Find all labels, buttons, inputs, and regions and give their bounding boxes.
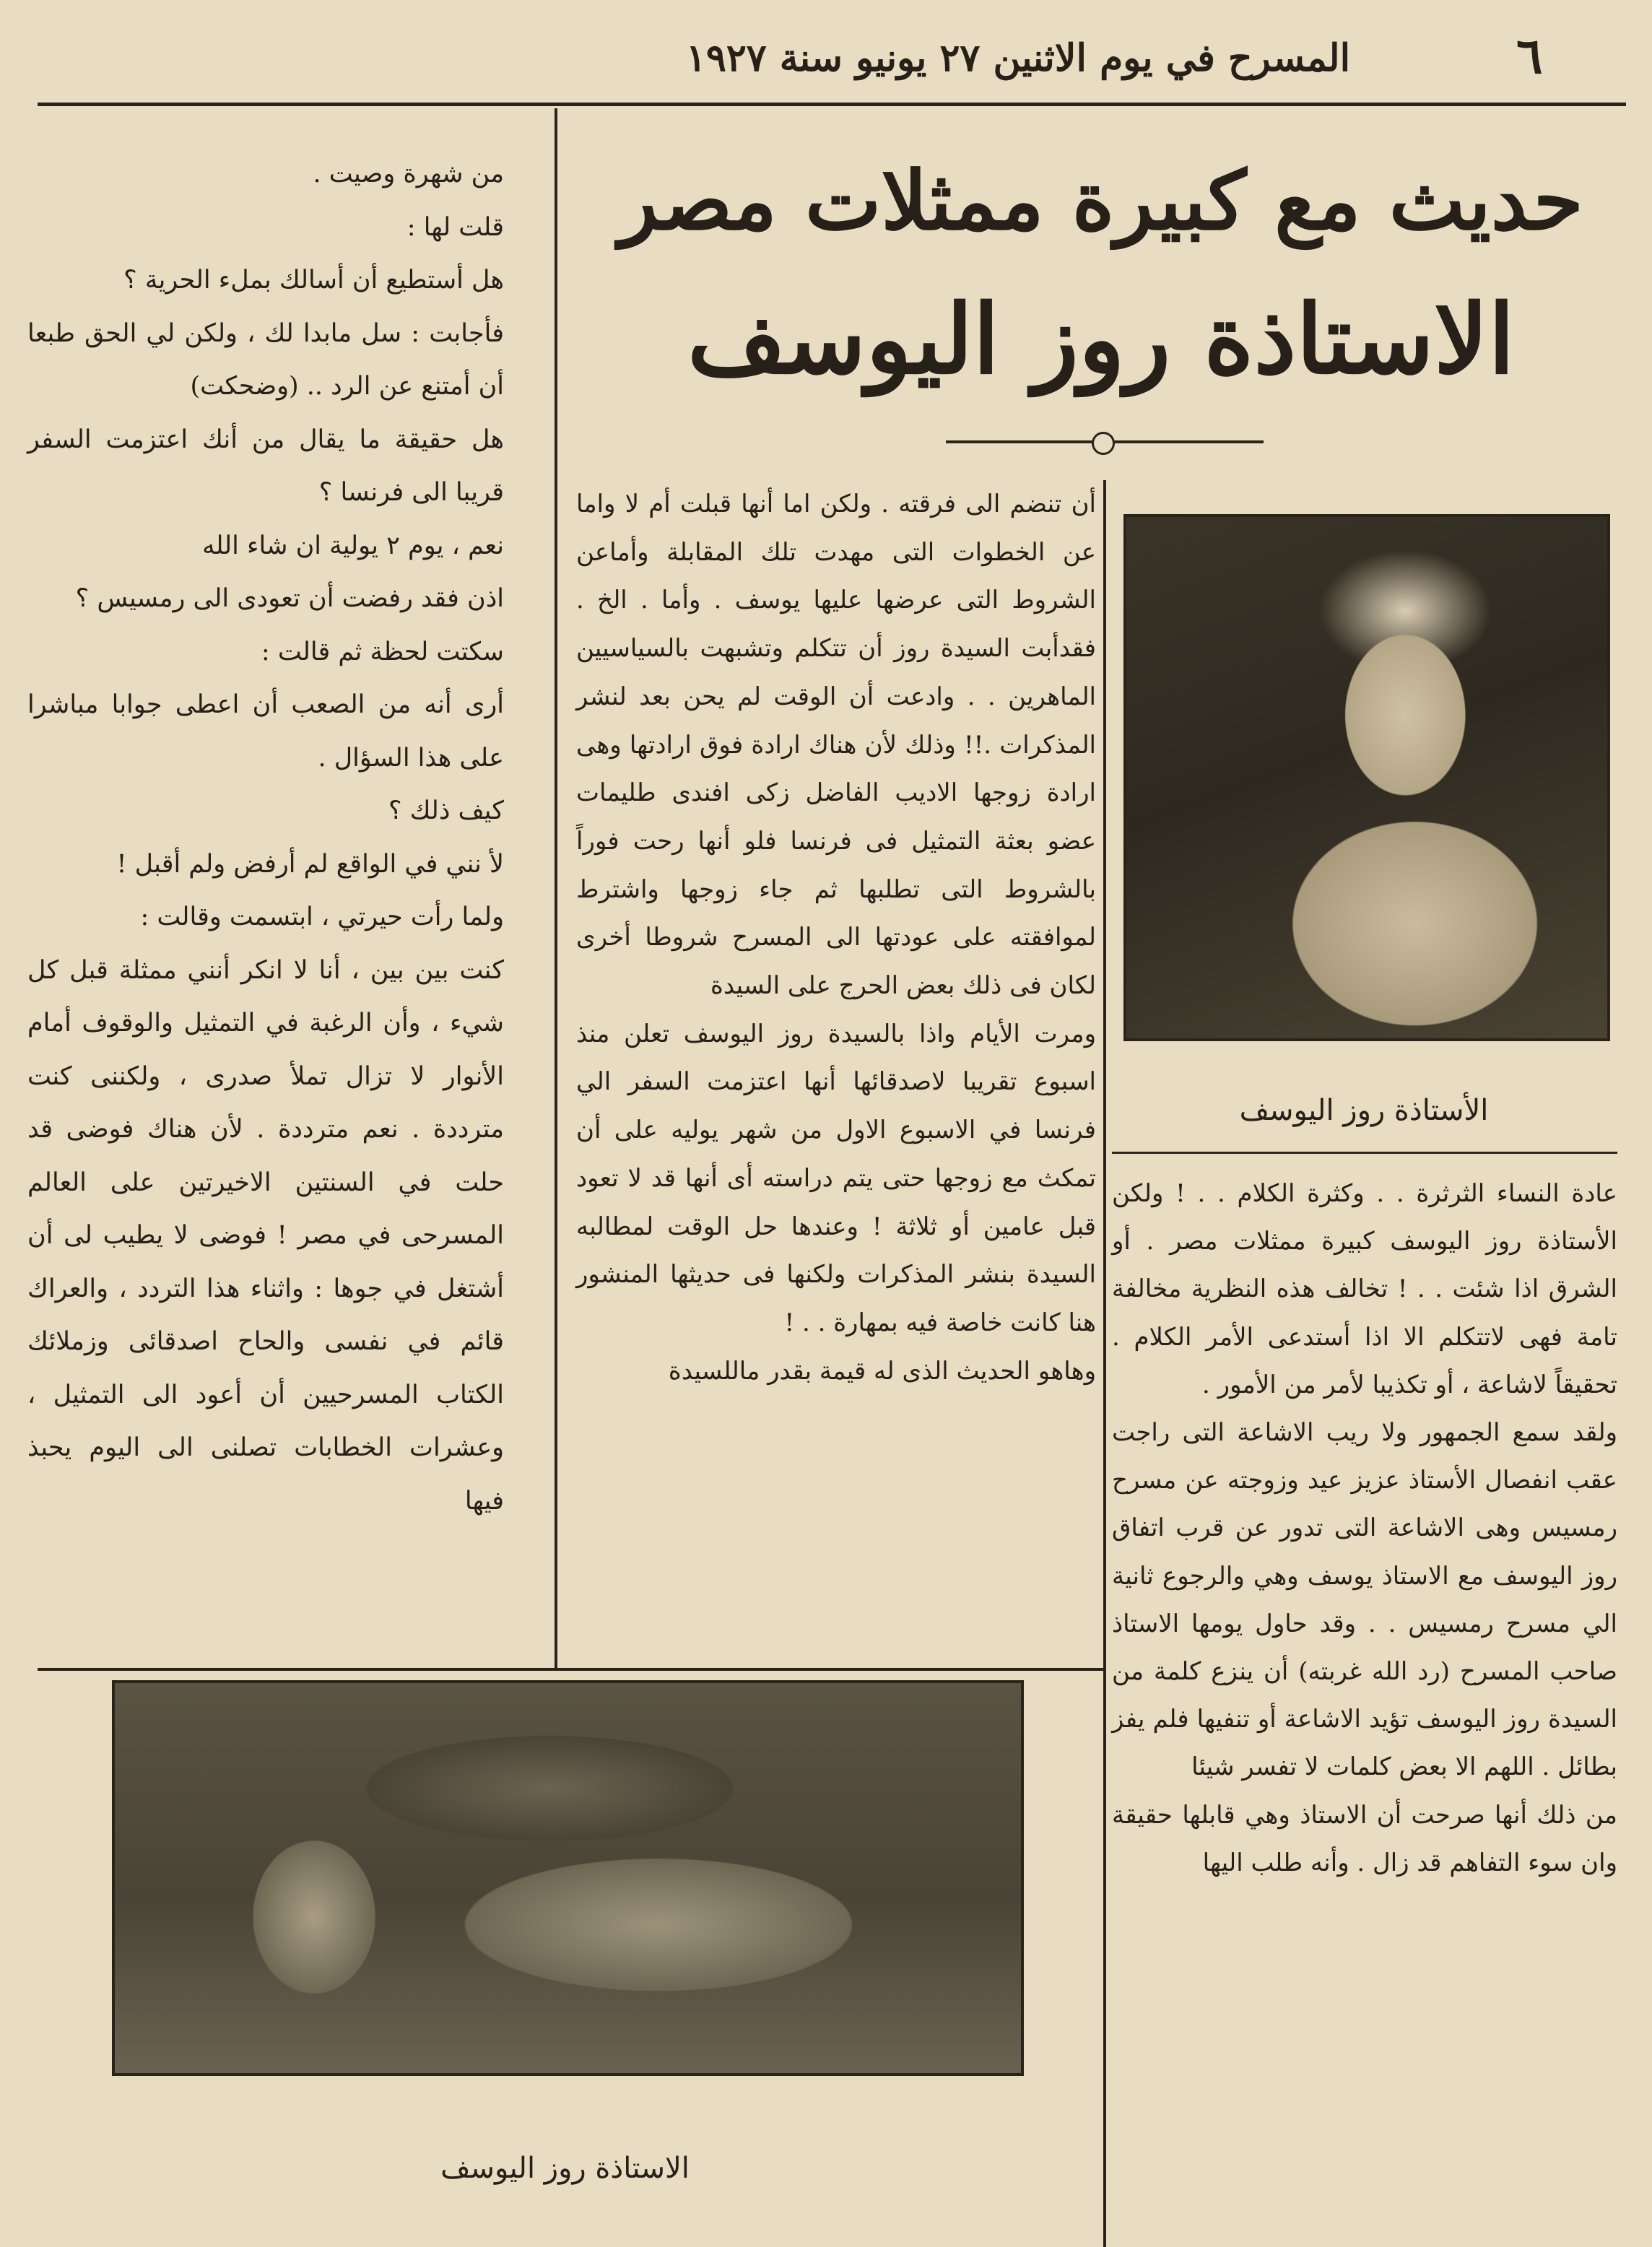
paragraph: أن تنضم الى فرقته . ولكن اما أنها قبلت أم لا واما عن الخطوات التى مهدت تلك المقابلة وأماعن الشروط التى عرضها عليها يوسف . وأما . الخ . فقدأبت السيدة روز أن تتكلم وتشبهت بالسياسيين الماهرين . . وادعت أن الوقت لم يحن بعد لنشر المذكرات .!! وذلك لأن هناك ارادة فوق ارادتها وهى ارادة زوجها الاديب الفاضل زكى افندى طليمات عضو بعثة التمثيل فى فرنسا فلو أنها رحت فوراً بالشروط التى تطلبها ثم جاء زوجها واشترط لموافقته على عودتها الى المسرح شروطا أخرى لكان فى ذلك بعض الحرج على السيدة [576, 490, 1096, 1001]
paragraph: هل حقيقة ما يقال من أنك اعتزمت السفر قريبا الى فرنسا ؟ [27, 425, 504, 507]
paragraph: سكتت لحظة ثم قالت : [261, 637, 504, 666]
paragraph: لأ نني في الواقع لم أرفض ولم أقبل ! [116, 849, 504, 879]
paragraph: نعم ، يوم ٢ يولية ان شاء الله [202, 531, 504, 560]
paragraph: ومرت الأيام واذا بالسيدة روز اليوسف تعلن منذ اسبوع تقريبا لاصدقائها أنها اعتزمت السفر الي فرنسا في الاسبوع الاول من شهر يوليه على أن تمكث مع زوجها حتى يتم دراسته أى أنها قد لا تعود قبل عامين أو ثلاثة ! وعندها حل الوقت لمطالبه السيدة بنشر المذكرات ولكنها فى حديثها المنشور هنا كانت خاصة فيه بمهارة . . ! [576, 1019, 1096, 1337]
running-head: المسرح في يوم الاثنين ٢٧ يونيو سنة ١٩٢٧ [685, 36, 1351, 80]
bottom-photo-caption: الاستاذة روز اليوسف [440, 2152, 690, 2185]
article-column-left [27, 148, 504, 1528]
header-rule [38, 103, 1626, 106]
paragraph: أرى أنه من الصعب أن اعطى جوابا مباشرا على هذا السؤال . [27, 690, 504, 773]
paragraph: عادة النساء الثرثرة . . وكثرة الكلام . . ! ولكن الأستاذة روز اليوسف كبيرة ممثلات مصر . أو الشرق اذا شئت . . ! تخالف هذه النظرية مخالفة تامة فهى لاتتكلم الا اذا أستدعى الأمر الكلام . تحقيقاً لاشاعة ، أو تكذيبا لأمر من الأمور . [1112, 1179, 1617, 1399]
article-column-middle [576, 480, 1096, 1395]
caption-rule [1112, 1152, 1617, 1154]
paragraph: ولقد سمع الجمهور ولا ريب الاشاعة التى راجت عقب انفصال الأستاذ عزيز عيد وزوجته عن مسرح رمسيس وهى الاشاعة التى تدور عن قرب اتفاق روز اليوسف مع الاستاذ يوسف وهي والرجوع ثانية الي مسرح رمسيس . . وقد حاول يومها الاستاذ صاحب المسرح (رد الله غربته) أن ينزع كلمة من السيدة روز اليوسف تؤيد الاشاعة أو تنفيها فلم يفز بطائل . اللهم الا بعض كلمات لا تفسر شيئا [1112, 1418, 1617, 1782]
paragraph: كنت بين بين ، أنا لا انكر أنني ممثلة قبل كل شيء ، وأن الرغبة في التمثيل والوقوف أمام الأنوار لا تزال تملأ صدرى ، ولكننى كنت مترددة . نعم مترددة . لأن هناك فوضى قد حلت في السنتين الاخيرتين على العالم المسرحى في مصر ! فوضى لا يطيب لى أن أشتغل في جوها : واثناء هذا التردد ، والعراك قائم في نفسى والحاح اصدقائى وزملائك الكتاب المسرحيين أن أعود الى التمثيل ، وعشرات الخطابات تصلنى الى اليوم يحبذ فيها [27, 955, 504, 1516]
title-ornament-dot [1092, 432, 1115, 455]
article-column-right [1112, 1170, 1617, 1887]
paragraph: كيف ذلك ؟ [388, 796, 504, 825]
paragraph: اذن فقد رفضت أن تعودى الى رمسيس ؟ [75, 584, 504, 613]
paragraph: من شهرة وصيت . [313, 160, 504, 188]
article-subtitle: الاستاذة روز اليوسف [687, 284, 1515, 396]
paragraph: من ذلك أنها صرحت أن الاستاذ وهي قابلها حقيقة وان سوء التفاهم قد زال . وأنه طلب اليها [1112, 1800, 1617, 1877]
paragraph: ولما رأت حيرتي ، ابتسمت وقالت : [140, 903, 504, 931]
paragraph: وهاهو الحديث الذى له قيمة بقدر ماللسيدة [668, 1356, 1096, 1386]
article-title: حديث مع كبيرة ممثلات مصر [619, 154, 1583, 248]
paragraph: فأجابت : سل مابدا لك ، ولكن لي الحق طبعا أن أمتنع عن الرد .. (وضحكت) [27, 318, 504, 401]
column-rule-left [555, 108, 557, 1668]
reclining-photo [112, 1680, 1024, 2076]
portrait-caption: الأستاذة روز اليوسف [1239, 1094, 1489, 1127]
paragraph: هل أستطيع أن أسالك بملء الحرية ؟ [123, 266, 504, 295]
column-rule-right [1103, 480, 1106, 2247]
page-number: ٦ [1516, 27, 1543, 85]
portrait-photo [1123, 514, 1610, 1041]
paragraph: قلت لها : [407, 212, 504, 242]
photo-section-rule [38, 1668, 1105, 1671]
